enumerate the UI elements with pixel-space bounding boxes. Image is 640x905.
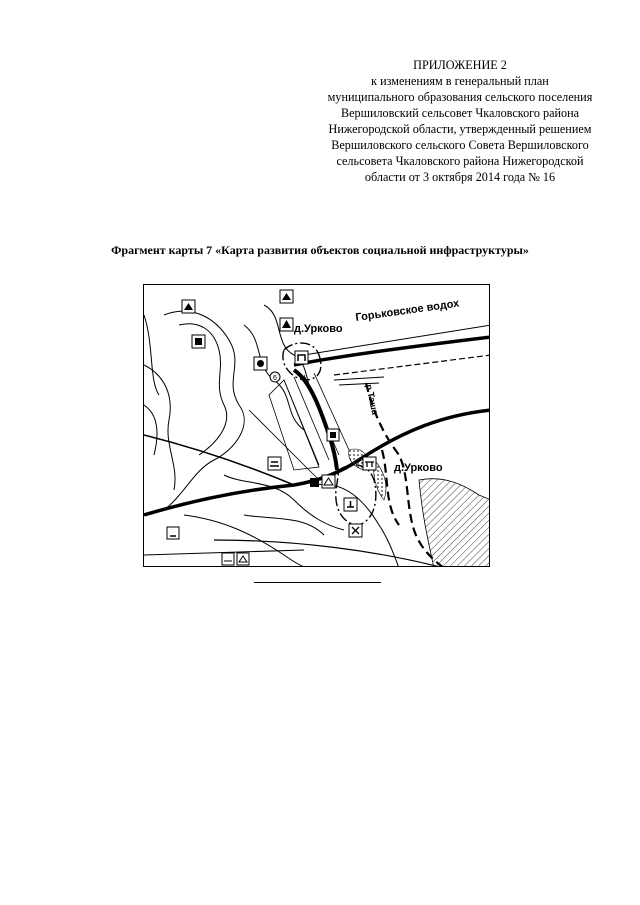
map-fragment: [143, 284, 490, 567]
map-image: [144, 285, 490, 567]
recreation-icon: [237, 553, 249, 565]
appendix-line: сельсовета Чкаловского района Нижегородской: [336, 154, 584, 168]
river-label: р.Таша: [364, 383, 381, 416]
health-icon: [344, 498, 357, 511]
sport-icon: [254, 357, 267, 370]
appendix-line: муниципального образования сельского поселения: [327, 90, 593, 104]
map-fragment-title: Фрагмент карты 7 «Карта развития объектов социальной инфраструктуры»: [111, 243, 529, 257]
reservoir-label: Горьковское водох: [354, 297, 460, 324]
appendix-header: [300, 57, 620, 185]
culture-icon: [295, 351, 308, 364]
road-number-marker: [270, 372, 280, 382]
infrastructure-icons: [167, 290, 376, 565]
culture-icon: [222, 553, 234, 565]
appendix-line: Вершиловский сельсовет Чкаловского района: [340, 106, 580, 120]
appendix-line: ПРИЛОЖЕНИЕ 2: [413, 58, 507, 72]
appendix-line: к изменениям в генеральный план: [371, 74, 549, 88]
school-icon: [280, 318, 293, 331]
health-icon: [192, 335, 205, 348]
village-label-bottom: д.Урково: [394, 462, 443, 474]
building-block: [310, 478, 319, 487]
recreation-icon: [182, 300, 195, 313]
appendix-line: Вершиловского сельского Совета Вершиловского: [331, 138, 589, 152]
closing-rule: [254, 582, 381, 583]
appendix-line: области от 3 октября 2014 года № 16: [364, 170, 556, 184]
admin-icon: [327, 429, 339, 441]
shop-icon: [268, 457, 281, 470]
school-icon: [322, 475, 335, 488]
sport-icon: [349, 524, 362, 537]
field-strips: [249, 373, 349, 480]
shop-icon: [167, 527, 179, 539]
culture-icon: [363, 457, 376, 470]
appendix-line: Нижегородской области, утвержденный решением: [328, 122, 592, 136]
recreation-icon: [280, 290, 293, 303]
village-label-top: д.Урково: [294, 323, 343, 335]
road-number: 6: [273, 375, 277, 382]
